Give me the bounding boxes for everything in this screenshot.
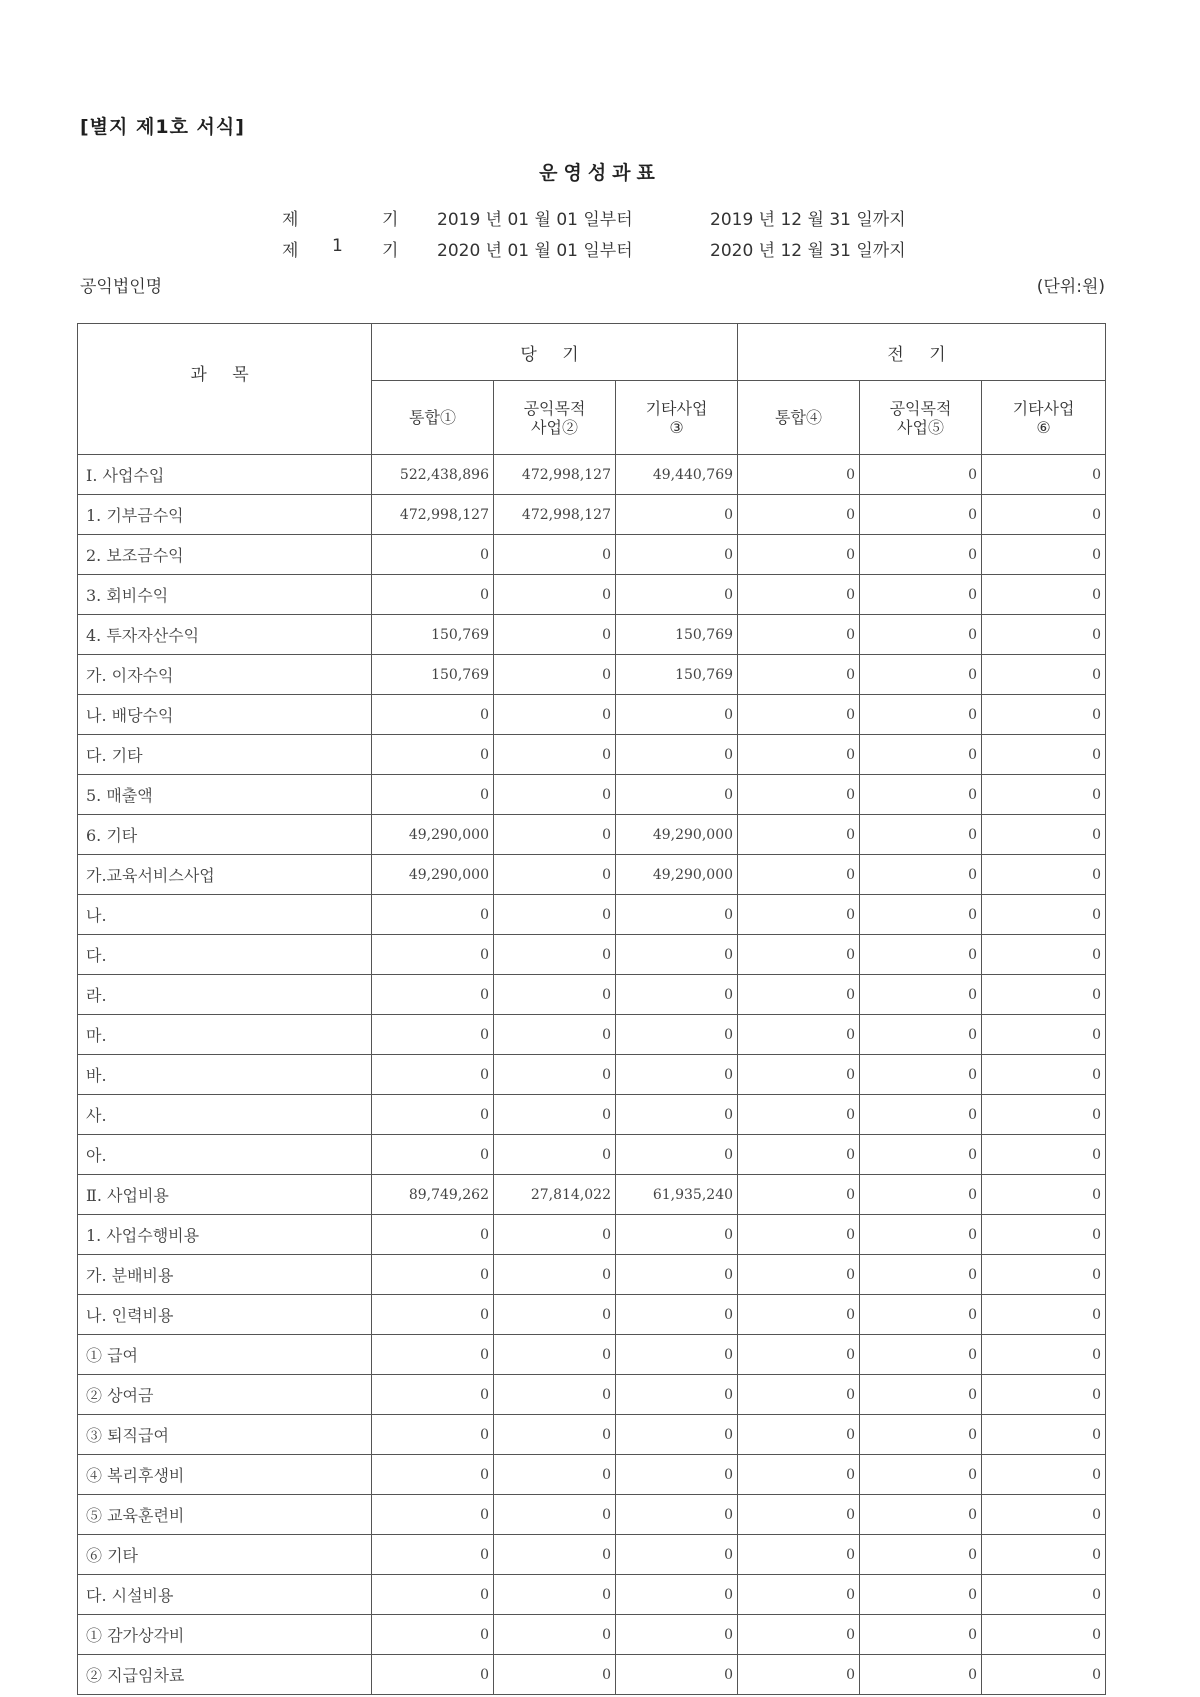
amount-cell: 0 — [860, 535, 982, 575]
amount-cell: 0 — [372, 1615, 494, 1655]
current-period-header: 당 기 — [372, 324, 738, 381]
amount-cell: 0 — [372, 935, 494, 975]
operating-results-table — [77, 323, 1106, 1695]
table-row — [78, 535, 1106, 575]
current-other-header: 기타사업 ③ — [616, 381, 738, 455]
account-name-cell: 아. — [78, 1135, 372, 1175]
table-row — [78, 655, 1106, 695]
amount-cell: 0 — [372, 1655, 494, 1695]
amount-cell: 472,998,127 — [372, 495, 494, 535]
amount-cell: 0 — [738, 535, 860, 575]
period-prefix: 제 — [282, 210, 299, 230]
amount-cell: 0 — [982, 1175, 1106, 1215]
amount-cell: 0 — [616, 775, 738, 815]
period-end: 2019 년 12 월 31 일까지 — [710, 210, 906, 230]
account-name-cell: 가. 분배비용 — [78, 1255, 372, 1295]
table-row — [78, 1255, 1106, 1295]
amount-cell: 0 — [982, 1215, 1106, 1255]
amount-cell: 0 — [738, 1215, 860, 1255]
prior-total-header: 통합④ — [738, 381, 860, 455]
amount-cell: 0 — [616, 935, 738, 975]
current-total-header: 통합① — [372, 381, 494, 455]
amount-cell: 0 — [494, 1135, 616, 1175]
amount-cell: 0 — [738, 1335, 860, 1375]
amount-cell: 0 — [982, 575, 1106, 615]
page-title: 운영성과표 — [539, 162, 661, 184]
table-row — [78, 1575, 1106, 1615]
amount-cell: 0 — [982, 855, 1106, 895]
amount-cell: 0 — [860, 1335, 982, 1375]
table-row — [78, 1335, 1106, 1375]
amount-cell: 0 — [860, 855, 982, 895]
table-row — [78, 895, 1106, 935]
amount-cell: 0 — [494, 1055, 616, 1095]
amount-cell: 0 — [372, 1455, 494, 1495]
table-row — [78, 1175, 1106, 1215]
amount-cell: 0 — [616, 1415, 738, 1455]
amount-cell: 0 — [860, 1615, 982, 1655]
table-row — [78, 695, 1106, 735]
table-row — [78, 1015, 1106, 1055]
amount-cell: 472,998,127 — [494, 495, 616, 535]
account-name-cell: ① 급여 — [78, 1335, 372, 1375]
amount-cell: 0 — [982, 1655, 1106, 1695]
amount-cell: 0 — [738, 1295, 860, 1335]
amount-cell: 0 — [860, 1135, 982, 1175]
amount-cell: 0 — [494, 1575, 616, 1615]
amount-cell: 0 — [616, 1375, 738, 1415]
amount-cell: 0 — [860, 1015, 982, 1055]
amount-cell: 0 — [738, 695, 860, 735]
amount-cell: 0 — [738, 1575, 860, 1615]
table-row — [78, 1415, 1106, 1455]
amount-cell: 27,814,022 — [494, 1175, 616, 1215]
table-row — [78, 735, 1106, 775]
amount-cell: 0 — [494, 975, 616, 1015]
amount-cell: 0 — [982, 1535, 1106, 1575]
amount-cell: 0 — [738, 815, 860, 855]
amount-cell: 0 — [494, 735, 616, 775]
period-start: 2020 년 01 월 01 일부터 — [437, 241, 633, 261]
amount-cell: 0 — [494, 1015, 616, 1055]
amount-cell: 0 — [494, 1455, 616, 1495]
account-name-cell: 다. 기타 — [78, 735, 372, 775]
table-row — [78, 775, 1106, 815]
amount-cell: 0 — [982, 735, 1106, 775]
amount-cell: 0 — [616, 1535, 738, 1575]
account-name-cell: 다. — [78, 935, 372, 975]
account-header: 과 목 — [78, 324, 372, 455]
amount-cell: 150,769 — [372, 655, 494, 695]
amount-cell: 0 — [616, 1495, 738, 1535]
amount-cell: 0 — [982, 495, 1106, 535]
amount-cell: 0 — [982, 615, 1106, 655]
form-label: [별지 제1호 서식] — [80, 116, 245, 138]
amount-cell: 0 — [860, 455, 982, 495]
amount-cell: 0 — [860, 975, 982, 1015]
amount-cell: 49,440,769 — [616, 455, 738, 495]
account-name-cell: 5. 매출액 — [78, 775, 372, 815]
amount-cell: 0 — [372, 1415, 494, 1455]
amount-cell: 0 — [372, 1495, 494, 1535]
amount-cell: 0 — [616, 1575, 738, 1615]
account-name-cell: 마. — [78, 1015, 372, 1055]
amount-cell: 49,290,000 — [372, 855, 494, 895]
amount-cell: 0 — [982, 935, 1106, 975]
period-start: 2019 년 01 월 01 일부터 — [437, 210, 633, 230]
table-row — [78, 1295, 1106, 1335]
table-row — [78, 455, 1106, 495]
amount-cell: 0 — [372, 735, 494, 775]
account-name-cell: 사. — [78, 1095, 372, 1135]
amount-cell: 0 — [982, 1295, 1106, 1335]
unit-label: (단위:원) — [1036, 277, 1105, 297]
account-name-cell: Ⅱ. 사업비용 — [78, 1175, 372, 1215]
account-name-cell: ④ 복리후생비 — [78, 1455, 372, 1495]
amount-cell: 0 — [616, 1255, 738, 1295]
amount-cell: 150,769 — [616, 615, 738, 655]
account-name-cell: 다. 시설비용 — [78, 1575, 372, 1615]
amount-cell: 0 — [372, 1295, 494, 1335]
org-name-label: 공익법인명 — [80, 277, 163, 297]
amount-cell: 0 — [860, 1455, 982, 1495]
table-row — [78, 575, 1106, 615]
amount-cell: 0 — [860, 495, 982, 535]
amount-cell: 0 — [982, 895, 1106, 935]
amount-cell: 0 — [982, 1255, 1106, 1295]
account-name-cell: 라. — [78, 975, 372, 1015]
amount-cell: 0 — [860, 815, 982, 855]
amount-cell: 0 — [860, 895, 982, 935]
amount-cell: 0 — [372, 1535, 494, 1575]
amount-cell: 0 — [860, 1375, 982, 1415]
amount-cell: 0 — [982, 775, 1106, 815]
table-row — [78, 1455, 1106, 1495]
amount-cell: 0 — [494, 815, 616, 855]
amount-cell: 0 — [738, 735, 860, 775]
amount-cell: 0 — [738, 655, 860, 695]
amount-cell: 0 — [738, 895, 860, 935]
amount-cell: 0 — [616, 1055, 738, 1095]
account-name-cell: 4. 투자자산수익 — [78, 615, 372, 655]
amount-cell: 0 — [860, 735, 982, 775]
amount-cell: 0 — [616, 1615, 738, 1655]
amount-cell: 49,290,000 — [372, 815, 494, 855]
table-row — [78, 975, 1106, 1015]
table-row — [78, 1375, 1106, 1415]
amount-cell: 0 — [738, 575, 860, 615]
current-public-header: 공익목적 사업② — [494, 381, 616, 455]
amount-cell: 522,438,896 — [372, 455, 494, 495]
prior-other-header: 기타사업 ⑥ — [982, 381, 1106, 455]
amount-cell: 0 — [982, 1615, 1106, 1655]
amount-cell: 0 — [860, 1655, 982, 1695]
amount-cell: 0 — [982, 695, 1106, 735]
amount-cell: 0 — [616, 735, 738, 775]
account-name-cell: 6. 기타 — [78, 815, 372, 855]
amount-cell: 0 — [372, 775, 494, 815]
amount-cell: 0 — [616, 1095, 738, 1135]
amount-cell: 0 — [982, 1415, 1106, 1455]
amount-cell: 0 — [738, 1095, 860, 1135]
prior-period-header: 전 기 — [738, 324, 1106, 381]
amount-cell: 0 — [372, 1575, 494, 1615]
prior-public-header: 공익목적 사업⑤ — [860, 381, 982, 455]
amount-cell: 0 — [860, 615, 982, 655]
table-row — [78, 855, 1106, 895]
amount-cell: 0 — [372, 1375, 494, 1415]
amount-cell: 0 — [372, 535, 494, 575]
period-prefix: 제 — [282, 241, 299, 261]
account-name-cell: 바. — [78, 1055, 372, 1095]
amount-cell: 0 — [738, 1255, 860, 1295]
amount-cell: 0 — [982, 1095, 1106, 1135]
amount-cell: 0 — [738, 1375, 860, 1415]
amount-cell: 0 — [982, 655, 1106, 695]
amount-cell: 0 — [738, 1015, 860, 1055]
amount-cell: 0 — [372, 575, 494, 615]
table-row — [78, 1495, 1106, 1535]
amount-cell: 0 — [494, 775, 616, 815]
period-suffix: 기 — [382, 241, 399, 261]
table-row — [78, 1135, 1106, 1175]
amount-cell: 0 — [372, 1095, 494, 1135]
amount-cell: 0 — [494, 1255, 616, 1295]
amount-cell: 0 — [982, 1455, 1106, 1495]
amount-cell: 0 — [616, 1015, 738, 1055]
amount-cell: 0 — [860, 1295, 982, 1335]
amount-cell: 0 — [860, 575, 982, 615]
amount-cell: 0 — [494, 935, 616, 975]
amount-cell: 0 — [494, 895, 616, 935]
amount-cell: 0 — [372, 1335, 494, 1375]
amount-cell: 49,290,000 — [616, 855, 738, 895]
amount-cell: 150,769 — [372, 615, 494, 655]
table-row — [78, 815, 1106, 855]
amount-cell: 0 — [860, 1575, 982, 1615]
table-row — [78, 615, 1106, 655]
amount-cell: 0 — [494, 1655, 616, 1695]
period-suffix: 기 — [382, 210, 399, 230]
amount-cell: 0 — [860, 1175, 982, 1215]
amount-cell: 0 — [494, 1415, 616, 1455]
table-row — [78, 1095, 1106, 1135]
amount-cell: 0 — [982, 535, 1106, 575]
amount-cell: 0 — [616, 575, 738, 615]
amount-cell: 0 — [860, 1495, 982, 1535]
amount-cell: 0 — [860, 1255, 982, 1295]
amount-cell: 0 — [738, 775, 860, 815]
amount-cell: 0 — [738, 1655, 860, 1695]
amount-cell: 61,935,240 — [616, 1175, 738, 1215]
amount-cell: 0 — [738, 1175, 860, 1215]
amount-cell: 0 — [860, 935, 982, 975]
amount-cell: 0 — [738, 1055, 860, 1095]
amount-cell: 0 — [616, 1135, 738, 1175]
amount-cell: 0 — [860, 1535, 982, 1575]
account-name-cell: ⑥ 기타 — [78, 1535, 372, 1575]
amount-cell: 0 — [372, 1135, 494, 1175]
account-name-cell: Ⅰ. 사업수입 — [78, 455, 372, 495]
account-name-cell: 나. 배당수익 — [78, 695, 372, 735]
amount-cell: 0 — [738, 615, 860, 655]
table-row — [78, 935, 1106, 975]
amount-cell: 0 — [372, 895, 494, 935]
amount-cell: 0 — [616, 1655, 738, 1695]
amount-cell: 0 — [738, 455, 860, 495]
amount-cell: 0 — [738, 1455, 860, 1495]
amount-cell: 49,290,000 — [616, 815, 738, 855]
amount-cell: 0 — [738, 855, 860, 895]
amount-cell: 0 — [860, 1055, 982, 1095]
amount-cell: 0 — [982, 815, 1106, 855]
amount-cell: 0 — [616, 895, 738, 935]
amount-cell: 0 — [738, 1415, 860, 1455]
amount-cell: 0 — [494, 1495, 616, 1535]
amount-cell: 0 — [616, 1455, 738, 1495]
amount-cell: 150,769 — [616, 655, 738, 695]
amount-cell: 0 — [860, 1215, 982, 1255]
amount-cell: 472,998,127 — [494, 455, 616, 495]
amount-cell: 0 — [738, 1495, 860, 1535]
account-name-cell: 1. 기부금수익 — [78, 495, 372, 535]
amount-cell: 0 — [860, 655, 982, 695]
amount-cell: 0 — [616, 1335, 738, 1375]
amount-cell: 0 — [982, 1055, 1106, 1095]
account-name-cell: ① 감가상각비 — [78, 1615, 372, 1655]
amount-cell: 0 — [616, 695, 738, 735]
amount-cell: 0 — [982, 1375, 1106, 1415]
amount-cell: 0 — [738, 495, 860, 535]
account-name-cell: ② 지급임차료 — [78, 1655, 372, 1695]
amount-cell: 0 — [738, 975, 860, 1015]
amount-cell: 0 — [372, 1015, 494, 1055]
amount-cell: 0 — [982, 1575, 1106, 1615]
amount-cell: 0 — [494, 615, 616, 655]
period-term-no: 1 — [332, 236, 343, 256]
account-name-cell: 1. 사업수행비용 — [78, 1215, 372, 1255]
amount-cell: 0 — [616, 975, 738, 1015]
amount-cell: 0 — [982, 1015, 1106, 1055]
amount-cell: 0 — [738, 935, 860, 975]
amount-cell: 0 — [494, 655, 616, 695]
amount-cell: 0 — [494, 855, 616, 895]
account-name-cell: ⑤ 교육훈련비 — [78, 1495, 372, 1535]
amount-cell: 0 — [494, 1335, 616, 1375]
amount-cell: 0 — [738, 1615, 860, 1655]
amount-cell: 0 — [616, 535, 738, 575]
amount-cell: 0 — [372, 1215, 494, 1255]
amount-cell: 0 — [372, 975, 494, 1015]
table-row — [78, 1055, 1106, 1095]
amount-cell: 0 — [494, 695, 616, 735]
account-name-cell: 가. 이자수익 — [78, 655, 372, 695]
table-row — [78, 1655, 1106, 1695]
amount-cell: 0 — [738, 1535, 860, 1575]
amount-cell: 0 — [616, 1215, 738, 1255]
amount-cell: 0 — [494, 1375, 616, 1415]
amount-cell: 0 — [372, 1055, 494, 1095]
period-end: 2020 년 12 월 31 일까지 — [710, 241, 906, 261]
amount-cell: 0 — [982, 455, 1106, 495]
amount-cell: 0 — [494, 1295, 616, 1335]
amount-cell: 0 — [494, 1095, 616, 1135]
amount-cell: 0 — [372, 1255, 494, 1295]
table-row — [78, 1215, 1106, 1255]
amount-cell: 0 — [494, 535, 616, 575]
account-name-cell: ③ 퇴직급여 — [78, 1415, 372, 1455]
account-name-cell: 2. 보조금수익 — [78, 535, 372, 575]
table-row — [78, 1615, 1106, 1655]
amount-cell: 0 — [982, 1335, 1106, 1375]
amount-cell: 0 — [616, 1295, 738, 1335]
amount-cell: 0 — [494, 1535, 616, 1575]
table-body — [78, 455, 1106, 1695]
amount-cell: 0 — [372, 695, 494, 735]
amount-cell: 0 — [860, 1095, 982, 1135]
amount-cell: 0 — [494, 1615, 616, 1655]
amount-cell: 0 — [494, 1215, 616, 1255]
account-name-cell: 나. 인력비용 — [78, 1295, 372, 1335]
account-name-cell: 가.교육서비스사업 — [78, 855, 372, 895]
amount-cell: 89,749,262 — [372, 1175, 494, 1215]
amount-cell: 0 — [860, 775, 982, 815]
amount-cell: 0 — [494, 575, 616, 615]
amount-cell: 0 — [982, 975, 1106, 1015]
account-name-cell: ② 상여금 — [78, 1375, 372, 1415]
amount-cell: 0 — [616, 495, 738, 535]
table-row — [78, 1535, 1106, 1575]
account-name-cell: 3. 회비수익 — [78, 575, 372, 615]
amount-cell: 0 — [982, 1495, 1106, 1535]
amount-cell: 0 — [860, 695, 982, 735]
table-row — [78, 495, 1106, 535]
amount-cell: 0 — [982, 1135, 1106, 1175]
amount-cell: 0 — [860, 1415, 982, 1455]
amount-cell: 0 — [738, 1135, 860, 1175]
account-name-cell: 나. — [78, 895, 372, 935]
